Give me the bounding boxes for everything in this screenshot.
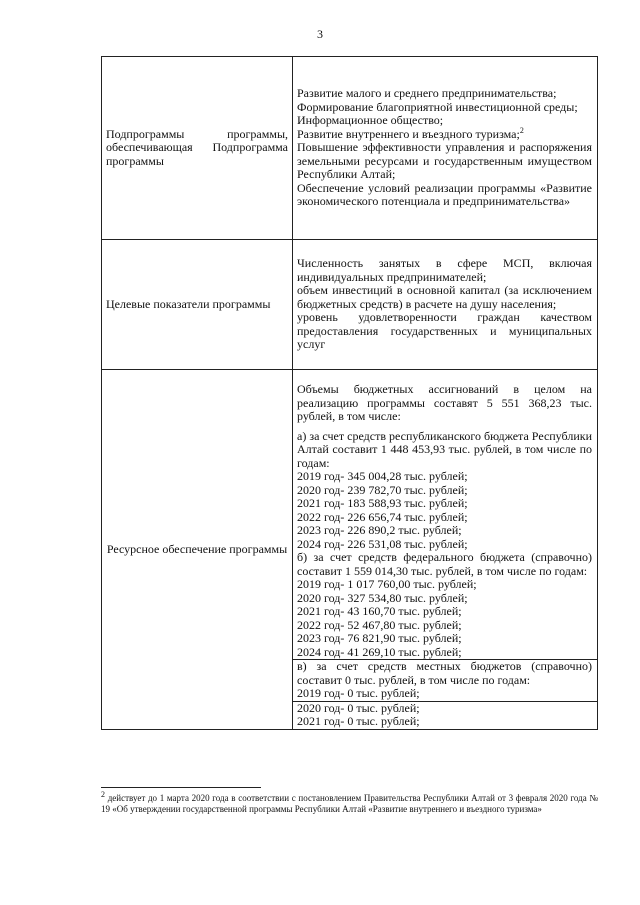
subprograms-list [293,57,598,240]
program-passport-table [101,56,598,730]
federal-year-row: 2024 год- 41 269,10 тыс. рублей; [297,644,462,659]
local-year-row: 2019 год- 0 тыс. рублей; [297,686,420,700]
local-year-row: 2020 год- 0 тыс. рублей; [297,700,420,715]
table-row-resources [102,370,598,730]
resources-block-main [293,370,597,659]
subprogram-item: Развитие малого и среднего предпринимательства; [297,86,557,101]
federal-year-row: 2023 год- 76 821,90 тыс. рублей; [297,631,462,645]
federal-year-row: 2022 год- 52 467,80 тыс. рублей; [297,617,462,632]
federal-year-row: 2019 год- 1 017 760,00 тыс. рублей; [297,577,477,591]
republic-year-row: 2022 год- 226 656,74 тыс. рублей; [297,509,468,524]
footnote-separator [101,787,261,788]
local-budget-intro: в) за счет средств местных бюджетов (справочно) составит 0 тыс. рублей, в том числе по годам: [297,659,592,687]
resources-block-local [293,659,597,701]
local-year-row: 2021 год- 0 тыс. рублей; [297,714,420,728]
republic-year-row: 2020 год- 239 782,70 тыс. рублей; [297,482,468,497]
footnote [101,790,599,815]
page-number: 3 [317,27,323,41]
indicators-label: Целевые показатели программы [102,240,293,370]
subprograms-label: Подпрограммы программы, обеспечивающая Подпрограмма программы [102,57,293,240]
resources-label: Ресурсное обеспечение программы [102,370,293,730]
subprogram-item: Обеспечение условий реализации программы «Развитие экономического потенциала и предпринимательства» [297,180,592,209]
subprogram-item: Повышение эффективности управления и распоряжения земельными ресурсами и государственным имуществом Республики Алтай; [297,140,592,182]
subprogram-item: Формирование благоприятной инвестиционной среды; [297,99,578,114]
table-row-subprograms [102,57,598,240]
resources-total: Объемы бюджетных ассигнований в целом на реализацию программы составят 5 551 368,23 тыс. рублей, в том числе: [297,382,592,423]
federal-budget-intro: б) за счет средств федерального бюджета (справочно) составит 1 559 014,30 тыс. рублей, в том числе по годам: [297,550,592,578]
subprogram-item [297,125,592,142]
republic-year-row: 2023 год- 226 890,2 тыс. рублей; [297,523,462,537]
resources-block-local-continued [293,701,597,729]
federal-year-row: 2020 год- 327 534,80 тыс. рублей; [297,590,468,605]
subprogram-item: Информационное общество; [297,113,444,128]
republic-year-row: 2021 год- 183 588,93 тыс. рублей; [297,496,468,510]
federal-year-row: 2021 год- 43 160,70 тыс. рублей; [297,604,462,618]
footnote-mark: 2 [101,790,105,799]
indicator-item: Численность занятых в сфере МСП, включая индивидуальных предпринимателей; [297,256,592,284]
subprogram-item-text: Развитие внутреннего и въездного туризма; [297,126,520,141]
footnote-reference: 2 [519,125,524,135]
republic-year-row: 2019 год- 345 004,28 тыс. рублей; [297,469,468,483]
indicator-item: объем инвестиций в основной капитал (за исключением бюджетных средств) в расчете на душу населения; [297,283,592,311]
resources-cell [293,370,598,730]
indicator-item: уровень удовлетворенности граждан качеством предоставления государственных и муниципальных услуг [297,310,592,352]
republic-budget-intro: а) за счет средств республиканского бюджета Республики Алтай составит 1 448 453,93 тыс. рублей, в том числе по годам: [297,428,592,470]
republic-year-row: 2024 год- 226 531,08 тыс. рублей; [297,536,468,551]
footnote-text: действует до 1 марта 2020 года в соответствии с постановлением Правительства Республики Алтай от 3 февраля 2020 года № 19 «Об утверждении государственной программы Республики Алтай «Развитие внутреннего и въездного туризма» [101,793,599,814]
indicators-list [293,240,598,370]
table-row-indicators [102,240,598,370]
